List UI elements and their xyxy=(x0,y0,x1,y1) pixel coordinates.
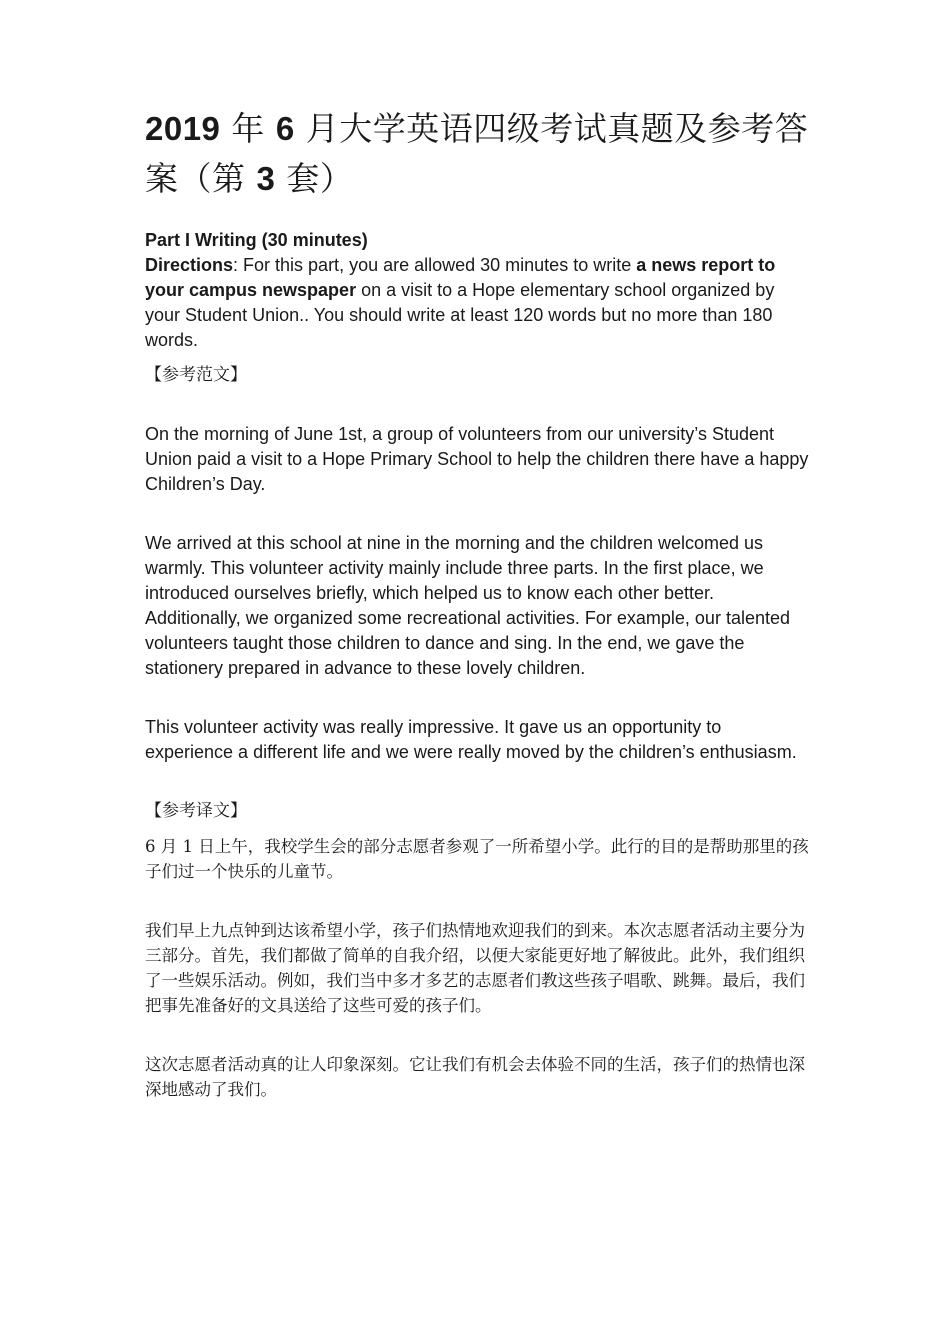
translation-paragraph-3: 这次志愿者活动真的让人印象深刻。它让我们有机会去体验不同的生活，孩子们的热情也深深地感动了我们。 xyxy=(145,1055,805,1099)
document-page xyxy=(145,104,810,1102)
title-middle: 月大学英语四级考试真题及参考答案（第 xyxy=(145,109,809,198)
sample-paragraph-3: This volunteer activity was really impressive. It gave us an opportunity to experience a different life and we were really moved by the children’s enthusiasm. xyxy=(145,717,797,762)
translation-label: 【参考译文】 xyxy=(145,801,247,821)
sample-paragraph-2: We arrived at this school at nine in the morning and the children welcomed us warmly. This volunteer activity mainly include three parts. In the first place, we introduced ourselves briefly, which helped us to know each other better. Additionally, we organized some recreational activities. For example, our talented volunteers taught those children to dance and sing. In the end, we gave the stationery prepared in advance to these lovely children. xyxy=(145,533,790,678)
title-year: 2019 xyxy=(145,110,221,147)
directions-text-post: on a visit to a Hope elementary school organized by your Student Union.. You should write at least 120 words but no more than 180 words. xyxy=(145,280,775,350)
directions-text-pre: : For this part, you are allowed 30 minutes to write xyxy=(233,255,637,275)
directions-text-bold: a news report to your campus newspaper xyxy=(145,255,776,300)
directions-paragraph xyxy=(145,253,810,353)
directions-label: Directions xyxy=(145,255,234,275)
title-nian: 年 xyxy=(220,109,276,148)
page-title xyxy=(145,104,810,204)
sample-essay-label: 【参考范文】 xyxy=(145,365,247,385)
part-heading: Part I Writing (30 minutes) xyxy=(145,230,368,250)
title-set-number: 3 xyxy=(256,160,276,197)
translation-paragraph-1: 6 月 1 日上午，我校学生会的部分志愿者参观了一所希望小学。此行的目的是帮助那里的孩子们过一个快乐的儿童节。 xyxy=(145,837,809,881)
sample-paragraph-1: On the morning of June 1st, a group of volunteers from our university’s Student Union paid a visit to a Hope Primary School to help the children there have a happy Children’s Day. xyxy=(145,424,809,494)
title-month: 6 xyxy=(275,110,295,147)
title-end: 套） xyxy=(275,159,354,198)
translation-paragraph-2: 我们早上九点钟到达该希望小学，孩子们热情地欢迎我们的到来。本次志愿者活动主要分为三部分。首先，我们都做了简单的自我介绍，以便大家能更好地了解彼此。此外，我们组织了一些娱乐活动。例如，我们当中多才多艺的志愿者们教这些孩子唱歌、跳舞。最后，我们把事先准备好的文具送给了这些可爱的孩子们。 xyxy=(145,921,805,1015)
